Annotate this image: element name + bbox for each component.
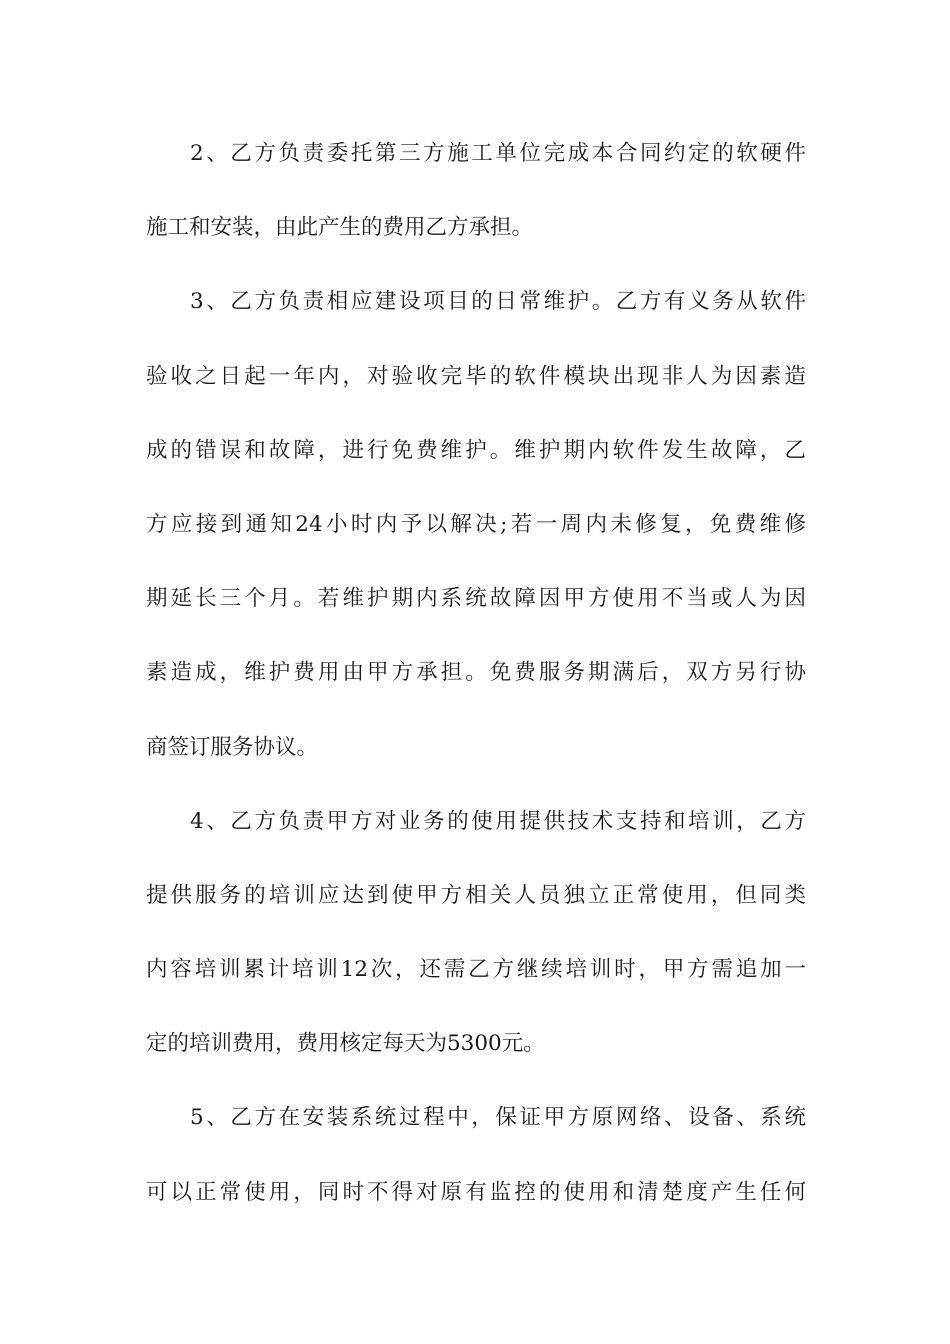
paragraph-4-line-1: 4、乙方负责甲方对业务的使用提供技术支持和培训，乙方 bbox=[190, 808, 806, 834]
paragraph-4-line-2: 提供服务的培训应达到使甲方相关人员独立正常使用，但同类 bbox=[146, 882, 806, 908]
paragraph-3-line-7: 商签订服务协议。 bbox=[146, 734, 319, 760]
paragraph-3-line-6: 素造成，维护费用由甲方承担。免费服务期满后，双方另行协 bbox=[146, 660, 806, 686]
paragraph-3-line-1: 3、乙方负责相应建设项目的日常维护。乙方有义务从软件 bbox=[190, 289, 806, 315]
paragraph-3-line-2: 验收之日起一年内，对验收完毕的软件模块出现非人为因素造 bbox=[146, 363, 806, 389]
document-body bbox=[146, 133, 806, 1246]
paragraph-3-line-3: 成的错误和故障，进行免费维护。维护期内软件发生故障，乙 bbox=[146, 437, 806, 463]
paragraph-5-line-2: 可以正常使用，同时不得对原有监控的使用和清楚度产生任何 bbox=[146, 1179, 806, 1205]
paragraph-3-line-5: 期延长三个月。若维护期内系统故障因甲方使用不当或人为因 bbox=[146, 586, 806, 612]
paragraph-3-line-4: 方应接到通知24小时内予以解决;若一周内未修复，免费维修 bbox=[146, 511, 806, 537]
paragraph-4-line-4: 定的培训费用，费用核定每天为5300元。 bbox=[146, 1031, 545, 1057]
paragraph-2-line-1: 2、乙方负责委托第三方施工单位完成本合同约定的软硬件 bbox=[190, 141, 806, 166]
paragraph-4-line-3: 内容培训累计培训12次，还需乙方继续培训时，甲方需追加一 bbox=[146, 957, 806, 983]
paragraph-2-line-2: 施工和安装，由此产生的费用乙方承担。 bbox=[146, 215, 534, 241]
paragraph-5-line-1: 5、乙方在安装系统过程中，保证甲方原网络、设备、系统 bbox=[190, 1105, 806, 1131]
